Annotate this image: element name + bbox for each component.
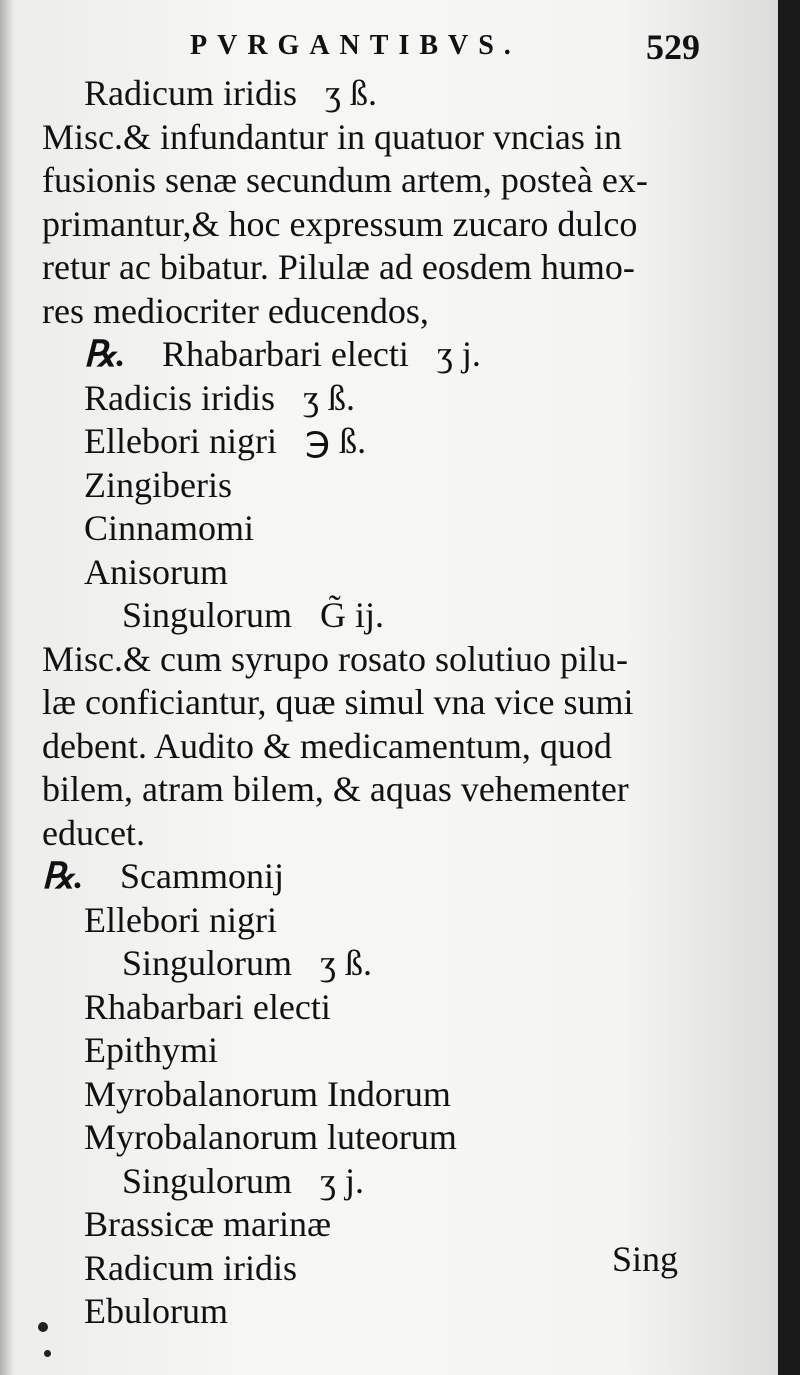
- text-line: [42, 812, 732, 856]
- line-text: Misc.& infundantur in quatuor vncias in: [42, 116, 622, 157]
- text-line: [42, 203, 732, 247]
- text-line: [42, 1029, 732, 1073]
- text-line: [42, 1073, 732, 1117]
- text-line: [42, 464, 732, 508]
- dosage: ℈ ß.: [304, 421, 367, 461]
- text-line: [42, 377, 732, 421]
- line-text: Misc.& cum syrupo rosato solutiuo pilu-: [42, 638, 628, 679]
- recipe-symbol: ℞.: [42, 856, 84, 896]
- line-text: fusionis senæ secundum artem, posteà ex-: [42, 160, 648, 200]
- text-line: [42, 159, 732, 203]
- text-line: [42, 986, 732, 1030]
- line-text: Singulorum: [122, 595, 293, 635]
- line-text: Rhabarbari electi: [84, 986, 331, 1027]
- line-text: Singulorum: [122, 943, 293, 983]
- line-text: Brassicæ marinæ: [84, 1204, 331, 1244]
- line-text: Anisorum: [84, 551, 228, 592]
- text-line: [42, 1116, 732, 1160]
- line-text: læ conficiantur, quæ simul vna vice sumi: [42, 682, 634, 722]
- line-text: Singulorum: [122, 1160, 293, 1201]
- line-text: Myrobalanorum luteorum: [84, 1117, 457, 1157]
- text-line: [42, 72, 732, 116]
- text-line: [42, 1160, 732, 1204]
- text-line: [42, 116, 732, 160]
- dosage: G̃ ij.: [320, 595, 385, 635]
- line-text: retur ac bibatur. Pilulæ ad eosdem humo-: [42, 247, 635, 287]
- text-line: [42, 551, 732, 595]
- dosage: ʒ ß.: [324, 73, 377, 113]
- dosage: ʒ j.: [436, 334, 481, 374]
- dosage: ʒ ß.: [320, 943, 372, 983]
- text-line: [42, 333, 732, 377]
- running-title: PVRGANTIBVS.: [190, 30, 521, 61]
- margin-speck: [38, 1322, 48, 1332]
- body-text: [42, 72, 732, 1334]
- text-line: [42, 899, 732, 943]
- line-text: debent. Audito & medicamentum, quod: [42, 725, 612, 766]
- text-line: [42, 768, 732, 812]
- dosage: ʒ j.: [320, 1160, 364, 1201]
- text-line: [42, 1290, 732, 1334]
- text-line: [42, 290, 732, 334]
- text-line: [42, 420, 732, 464]
- line-text: Ellebori nigri: [84, 899, 277, 940]
- line-text: bilem, atram bilem, & aquas vehementer: [42, 769, 629, 809]
- line-text: Myrobalanorum Indorum: [84, 1073, 451, 1114]
- text-line: [42, 942, 732, 986]
- dosage: ʒ ß.: [303, 377, 355, 418]
- text-line: [42, 638, 732, 682]
- line-text: Scammonij: [120, 856, 284, 896]
- line-text: Radicis iridis: [84, 377, 275, 418]
- margin-speck: [44, 1350, 51, 1357]
- text-line: [42, 246, 732, 290]
- recipe-symbol: ℞.: [84, 334, 126, 374]
- text-line: [42, 681, 732, 725]
- line-text: educet.: [42, 812, 145, 853]
- line-text: primantur,& hoc expressum zucaro dulco: [42, 203, 638, 244]
- line-text: Cinnamomi: [84, 508, 254, 548]
- text-line: [42, 507, 732, 551]
- text-line: [42, 725, 732, 769]
- line-text: Ellebori nigri: [84, 421, 277, 461]
- line-text: Rhabarbari electi: [162, 334, 409, 374]
- line-text: Ebulorum: [84, 1291, 228, 1331]
- line-text: Radicum iridis: [84, 1247, 297, 1288]
- catchword: Sing: [612, 1239, 679, 1279]
- page-gutter-shadow: [0, 0, 14, 1375]
- line-text: Radicum iridis: [84, 73, 297, 113]
- page-number: 529: [646, 27, 700, 67]
- line-text: Zingiberis: [84, 464, 232, 505]
- line-text: res mediocriter educendos,: [42, 290, 429, 331]
- text-line: [42, 594, 732, 638]
- page-header: [190, 26, 700, 76]
- text-line: [42, 855, 732, 899]
- line-text: Epithymi: [84, 1030, 218, 1070]
